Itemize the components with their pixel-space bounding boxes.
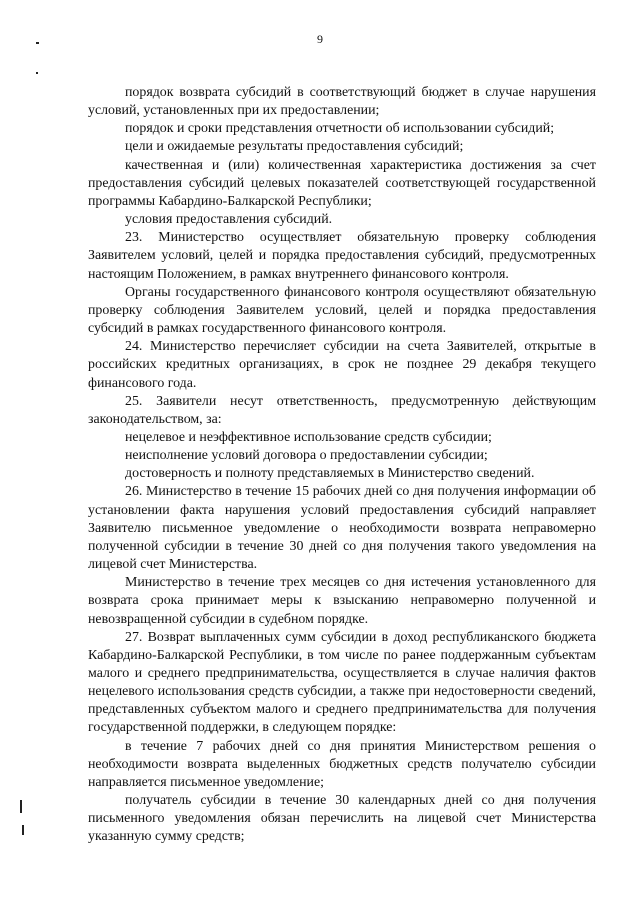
paragraph: нецелевое и неэффективное использование средств субсидии;	[125, 429, 492, 445]
paragraph: получатель субсидии в течение 30 календарных дней со дня получения письменного уведомления обязан перечислить на лицевой счет Министерства указанную сумму средств;	[88, 793, 596, 845]
paragraph: Органы государственного финансового контроля осуществляют обязательную проверку соблюдения Заявителем условий, целей и порядка предоставления субсидий в рамках государственного финансового контроля.	[88, 284, 596, 337]
paragraph: качественная и (или) количественная характеристика достижения за счет предоставления субсидий целевых показателей соответствующей государственной программы Кабардино-Балкарской Республики;	[88, 157, 596, 209]
paragraph-clause-25: 25. Заявители несут ответственность, предусмотренную действующим законодательством, за:	[88, 393, 596, 427]
paragraph-clause-24: 24. Министерство перечисляет субсидии на счета Заявителей, открытые в российских кредитных организациях, в срок не позднее 29 декабря текущего финансового года.	[88, 339, 596, 391]
paragraph: в течение 7 рабочих дней со дня принятия Министерством решения о необходимости возврата выделенных бюджетных средств получателю субсидии направляется письменное уведомление;	[88, 738, 596, 790]
paragraph: условия предоставления субсидий.	[125, 212, 333, 228]
binding-mark	[20, 800, 22, 813]
paragraph: Министерство в течение трех месяцев со дня истечения установленного для возврата срока принимает меры к взысканию неправомерно полученной и невозвращенной субсидии в судебном порядке.	[88, 575, 596, 627]
scan-speck	[36, 42, 39, 44]
paragraph-clause-23: 23. Министерство осуществляет обязательную проверку соблюдения Заявителем условий, целей и порядка предоставления субсидий, предусмотренных настоящим Положением, в рамках внутреннего финансового контроля.	[88, 230, 596, 282]
paragraph: неисполнение условий договора о предоставлении субсидии;	[125, 448, 488, 464]
page-number: 9	[317, 32, 323, 46]
scan-speck	[36, 72, 38, 74]
document-body	[88, 84, 596, 847]
binding-mark	[22, 825, 24, 835]
paragraph: достоверность и полноту представляемых в Министерство сведений.	[125, 466, 535, 482]
paragraph: порядок и сроки представления отчетности об использовании субсидий;	[125, 121, 555, 137]
paragraph-clause-26: 26. Министерство в течение 15 рабочих дней со дня получения информации об установлении факта нарушения условий предоставления субсидий направляет Заявителю письменное уведомление о необходимости возврата неправомерно полученной субсидии в течение 30 дней со дня получения такого уведомления на лицевой счет Министерства.	[88, 484, 596, 573]
paragraph: цели и ожидаемые результаты предоставления субсидий;	[125, 139, 464, 155]
paragraph-clause-27: 27. Возврат выплаченных сумм субсидии в доход республиканского бюджета Кабардино-Балкарской Республики, в том числе по ранее поддержанным субъектам малого и среднего предпринимательства, осуществляется в случае наличия фактов нецелевого использования средств субсидии, а также при недостоверности сведений, представленных субъектом малого и среднего предпринимательства для получения государственной поддержки, в следующем порядке:	[88, 629, 596, 736]
paragraph: порядок возврата субсидий в соответствующий бюджет в случае нарушения условий, установленных при их предоставлении;	[88, 85, 596, 119]
